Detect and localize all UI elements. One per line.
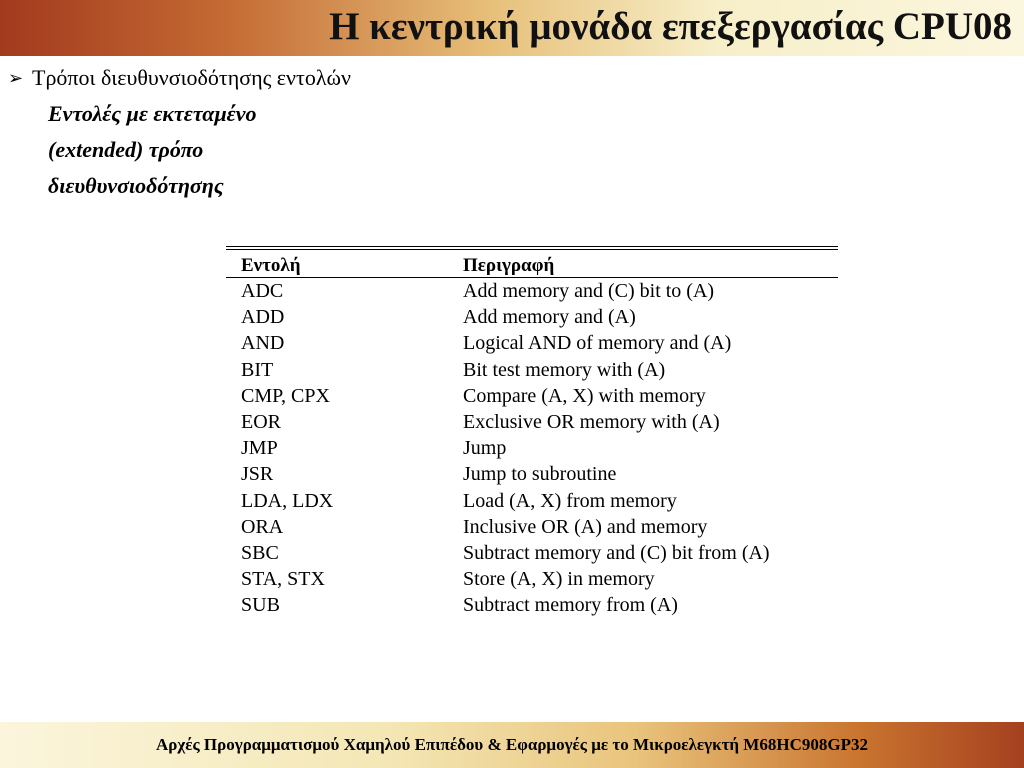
table-row: [226, 409, 838, 435]
header-instruction: Εντολή: [241, 255, 301, 276]
instruction-cell: CMP, CPX: [241, 384, 330, 407]
table-row: [226, 278, 838, 304]
description-cell: Jump: [463, 437, 507, 460]
description-cell: Exclusive OR memory with (A): [463, 410, 720, 433]
instruction-cell: ADC: [241, 280, 284, 302]
instruction-cell: EOR: [241, 410, 281, 433]
description-cell: Bit test memory with (A): [463, 358, 666, 381]
bullet-text: Τρόποι διευθυνσιοδότησης εντολών: [32, 65, 351, 90]
description-cell: Compare (A, X) with memory: [463, 384, 706, 407]
description-cell: Logical AND of memory and (A): [463, 332, 732, 355]
instruction-cell: ORA: [241, 515, 284, 538]
description-cell: Jump to subroutine: [463, 463, 617, 486]
header-description: Περιγραφή: [463, 255, 555, 276]
description-cell: Load (A, X) from memory: [463, 489, 677, 512]
table-row: [226, 592, 838, 618]
instruction-cell: ADD: [241, 306, 285, 329]
instruction-cell: LDA, LDX: [241, 489, 334, 512]
table-row: [226, 566, 838, 592]
instruction-cell: AND: [241, 332, 285, 355]
subtitle-line-2: (extended) τρόπο: [48, 137, 204, 162]
subtitle-line-1: Εντολές με εκτεταμένο: [48, 101, 257, 126]
bullet-item: [8, 64, 351, 92]
description-cell: Subtract memory from (A): [463, 594, 678, 617]
subtitle: [48, 96, 256, 204]
instruction-cell: STA, STX: [241, 568, 325, 591]
table-row: [226, 540, 838, 566]
table-row: [226, 435, 838, 461]
table-row: [226, 304, 838, 330]
table-row: [226, 383, 838, 409]
table-row: [226, 357, 838, 383]
slide-title: Η κεντρική μονάδα επεξεργασίας CPU08: [329, 5, 1012, 48]
table-body: [226, 278, 838, 618]
instruction-table: [226, 246, 838, 618]
table-row: [226, 330, 838, 356]
table-row: [226, 488, 838, 514]
description-cell: Store (A, X) in memory: [463, 568, 655, 591]
footer-text: Αρχές Προγραμματισμού Χαμηλού Επιπέδου & Εφαρμογές με το Μικροελεγκτή M68HC908GP32: [156, 735, 868, 754]
instruction-cell: SUB: [241, 594, 280, 617]
table-row: [226, 514, 838, 540]
description-cell: Add memory and (C) bit to (A): [463, 280, 715, 302]
description-cell: Add memory and (A): [463, 306, 636, 329]
description-cell: Inclusive OR (A) and memory: [463, 515, 708, 538]
instruction-cell: JMP: [241, 437, 278, 460]
instruction-cell: SBC: [241, 541, 279, 564]
instruction-cell: JSR: [241, 463, 274, 486]
table-header: [226, 250, 838, 278]
instruction-cell: BIT: [241, 358, 274, 381]
table-row: [226, 461, 838, 487]
footer-bar: [0, 722, 1024, 768]
subtitle-line-3: διευθυνσιοδότησης: [48, 173, 224, 198]
title-bar: [0, 0, 1024, 56]
arrow-bullet-icon: ➢: [8, 68, 24, 88]
description-cell: Subtract memory and (C) bit from (A): [463, 541, 770, 564]
